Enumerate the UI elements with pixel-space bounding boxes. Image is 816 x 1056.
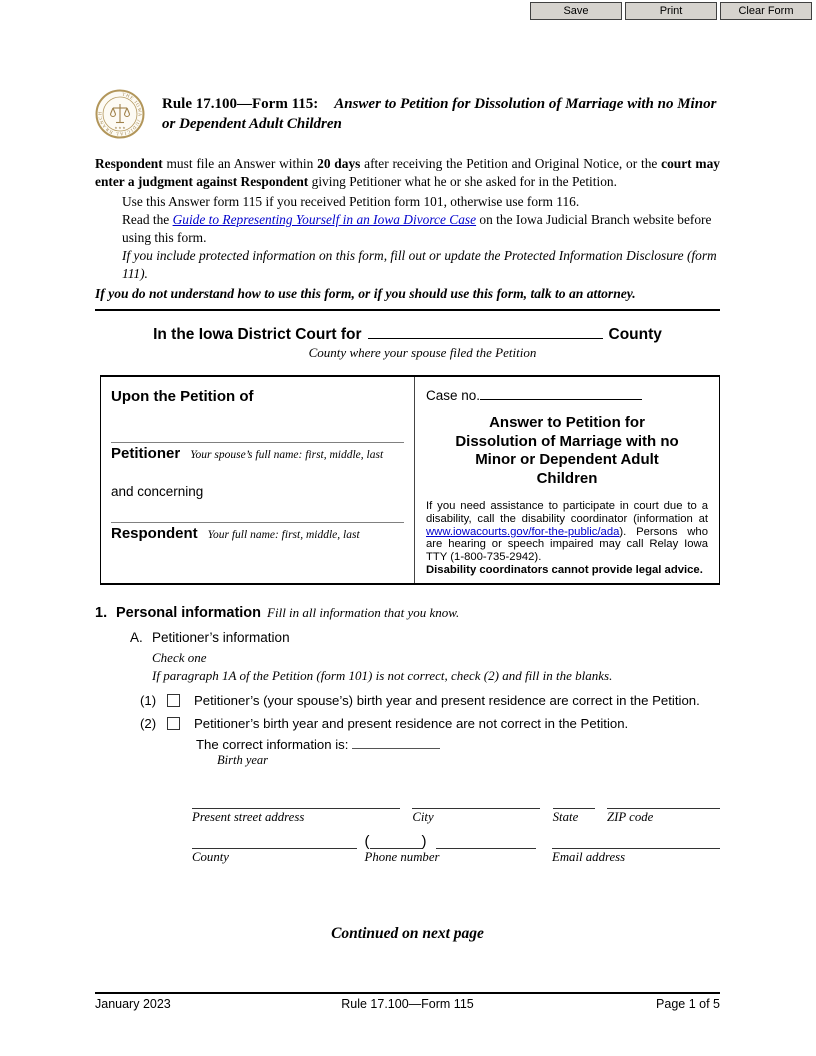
case-number-row bbox=[426, 387, 708, 403]
section-1-number: 1. bbox=[95, 604, 108, 621]
address-row-2 bbox=[192, 834, 720, 865]
option-2-text: Petitioner’s birth year and present residence are not correct in the Petition. bbox=[194, 715, 629, 731]
phone-number-field[interactable] bbox=[436, 834, 536, 849]
section-1-title: Personal information bbox=[116, 604, 262, 621]
document-title-line: Children bbox=[536, 469, 598, 487]
email-address-label: Email address bbox=[552, 849, 626, 864]
court-heading-prefix: In the Iowa District Court for bbox=[153, 326, 362, 343]
item-a-label: Petitioner’s information bbox=[152, 629, 290, 645]
text-segment: court may enter a judgment against Respondent bbox=[95, 156, 720, 189]
form-title: Answer to Petition for Dissolution of Marriage with no Minor or Dependent Adult Children bbox=[162, 96, 717, 132]
street-address-field[interactable] bbox=[192, 794, 400, 809]
correct-information-label: The correct information is: bbox=[196, 736, 349, 752]
option-2-row bbox=[140, 716, 720, 731]
city-field[interactable] bbox=[412, 794, 540, 809]
respondent-name-write-area[interactable] bbox=[111, 499, 404, 522]
item-a-letter: A. bbox=[130, 629, 143, 645]
item-a-instruction: If paragraph 1A of the Petition (form 101) is not correct, check (2) and fill in the blanks. bbox=[152, 667, 613, 683]
option-1-row bbox=[140, 693, 720, 708]
parties-cell bbox=[101, 377, 415, 583]
ada-link[interactable]: www.iowacourts.gov/for-the-public/ada bbox=[426, 525, 620, 538]
option-2-number: (2) bbox=[140, 715, 157, 731]
county-field[interactable] bbox=[192, 834, 357, 849]
save-button[interactable]: Save bbox=[530, 2, 622, 20]
county-group bbox=[192, 834, 357, 865]
street-address-label: Present street address bbox=[192, 809, 305, 824]
text-segment: ). Persons who are hearing or speech impaired may call Relay Iowa TTY (1-800-735-2942). bbox=[426, 525, 708, 564]
footer-date: January 2023 bbox=[95, 997, 171, 1011]
county-name-field[interactable] bbox=[368, 325, 603, 339]
item-a-heading bbox=[130, 630, 720, 645]
text-segment: must file an Answer within bbox=[162, 156, 318, 171]
respondent-hint: Your full name: first, middle, last bbox=[207, 529, 360, 541]
phone-group bbox=[365, 834, 545, 865]
paren-open: ( bbox=[364, 832, 370, 850]
form-title-block bbox=[162, 90, 720, 134]
section-1-heading bbox=[95, 605, 720, 621]
respondent-deadline-paragraph bbox=[95, 155, 720, 191]
paren-close: ) bbox=[421, 832, 427, 850]
header-divider bbox=[95, 309, 720, 311]
attorney-warning: If you do not understand how to use this form, or if you should use this form, talk to an attorney. bbox=[95, 286, 636, 301]
county-label: County bbox=[192, 849, 229, 864]
form-usage-note: Use this Answer form 115 if you received Petition form 101, otherwise use form 116. bbox=[122, 194, 580, 209]
section-1-personal-information bbox=[95, 605, 720, 865]
seal-stars: ★ ★ ★ bbox=[114, 126, 126, 130]
option-1-text: Petitioner’s (your spouse’s) birth year and present residence are correct in the Petition. bbox=[194, 692, 700, 708]
respondent-row bbox=[111, 525, 404, 543]
case-number-label: Case no. bbox=[426, 388, 481, 403]
court-heading-suffix: County bbox=[608, 326, 662, 343]
text-segment: 20 days bbox=[317, 156, 361, 171]
check-one-label: Check one bbox=[152, 649, 207, 665]
respondent-name-field[interactable] bbox=[111, 522, 404, 523]
email-address-field[interactable] bbox=[552, 834, 720, 849]
petitioner-address-fields bbox=[192, 794, 720, 865]
city-label: City bbox=[412, 809, 434, 824]
text-segment: on the Iowa Judicial Branch website before using this form. bbox=[122, 212, 712, 245]
petitioner-row bbox=[111, 445, 404, 463]
case-number-field[interactable] bbox=[480, 387, 642, 400]
correct-information-row bbox=[196, 737, 720, 752]
guide-paragraph bbox=[122, 211, 720, 247]
birth-year-field[interactable] bbox=[352, 737, 440, 749]
check-one-instruction bbox=[152, 649, 720, 685]
disability-bold-note: Disability coordinators cannot provide legal advice. bbox=[426, 563, 703, 576]
petitioner-label: Petitioner bbox=[111, 445, 181, 462]
upon-petition-label: Upon the Petition of bbox=[111, 388, 254, 405]
footer-form-number: Rule 17.100—Form 115 bbox=[341, 997, 474, 1011]
text-segment: after receiving the Petition and Original Notice, or the bbox=[360, 156, 662, 171]
phone-blanks bbox=[365, 834, 545, 849]
form-header bbox=[95, 90, 720, 145]
option-1-checkbox[interactable] bbox=[167, 694, 180, 707]
state-field[interactable] bbox=[553, 794, 595, 809]
document-title-line: Answer to Petition for bbox=[489, 414, 645, 431]
zip-code-label: ZIP code bbox=[606, 809, 654, 824]
petitioner-hint: Your spouse’s full name: first, middle, last bbox=[190, 449, 384, 461]
document-title bbox=[426, 414, 708, 488]
petitioner-name-field[interactable] bbox=[111, 442, 404, 443]
zip-code-field[interactable] bbox=[607, 794, 720, 809]
county-blank-caption: County where your spouse filed the Petition bbox=[308, 345, 537, 360]
iowa-judicial-branch-seal-icon bbox=[95, 88, 145, 145]
seal-arc-text: THE IOWA JUDICIAL BRANCH bbox=[97, 91, 143, 137]
text-segment: Respondent bbox=[95, 156, 163, 171]
document-title-line: Dissolution of Marriage with no bbox=[455, 432, 679, 450]
phone-number-label: Phone number bbox=[364, 849, 440, 864]
and-concerning-label: and concerning bbox=[111, 484, 204, 499]
court-heading bbox=[95, 325, 720, 344]
clear-form-button[interactable]: Clear Form bbox=[720, 2, 812, 20]
address-row-1 bbox=[192, 794, 720, 825]
respondent-label: Respondent bbox=[111, 525, 198, 542]
state-group bbox=[553, 794, 595, 825]
text-segment: Read the bbox=[122, 212, 173, 227]
divorce-guide-link[interactable]: Guide to Representing Yourself in an Iowa Divorce Case bbox=[172, 212, 477, 227]
option-1-number: (1) bbox=[140, 692, 157, 708]
case-info-cell bbox=[415, 377, 719, 583]
text-segment: giving Petitioner what he or she asked for in the Petition. bbox=[308, 174, 617, 189]
city-group bbox=[412, 794, 540, 825]
birth-year-caption: Birth year bbox=[217, 752, 269, 767]
section-1-hint: Fill in all information that you know. bbox=[267, 604, 460, 620]
email-group bbox=[552, 834, 720, 865]
state-label: State bbox=[552, 809, 579, 824]
case-caption-table bbox=[100, 375, 720, 585]
petitioner-name-write-area[interactable] bbox=[111, 405, 404, 442]
footer-page-number: Page 1 of 5 bbox=[656, 997, 720, 1011]
text-segment: If you need assistance to participate in court due to a disability, call the disability coordinator (information at bbox=[426, 500, 708, 525]
disability-notice bbox=[426, 500, 708, 577]
protected-info-note: If you include protected information on this form, fill out or update the Protected Information Disclosure (form 111). bbox=[122, 248, 717, 281]
rule-number-label: Rule 17.100—Form 115: bbox=[162, 96, 319, 112]
document-title-line: Minor or Dependent Adult bbox=[475, 451, 659, 468]
option-2-checkbox[interactable] bbox=[167, 717, 180, 730]
print-button[interactable]: Print bbox=[625, 2, 717, 20]
area-code-field[interactable] bbox=[370, 834, 422, 849]
street-address-group bbox=[192, 794, 400, 825]
pdf-toolbar bbox=[530, 2, 812, 20]
continued-on-next-page: Continued on next page bbox=[331, 924, 484, 942]
page-footer bbox=[95, 992, 720, 1011]
zip-group bbox=[607, 794, 720, 825]
